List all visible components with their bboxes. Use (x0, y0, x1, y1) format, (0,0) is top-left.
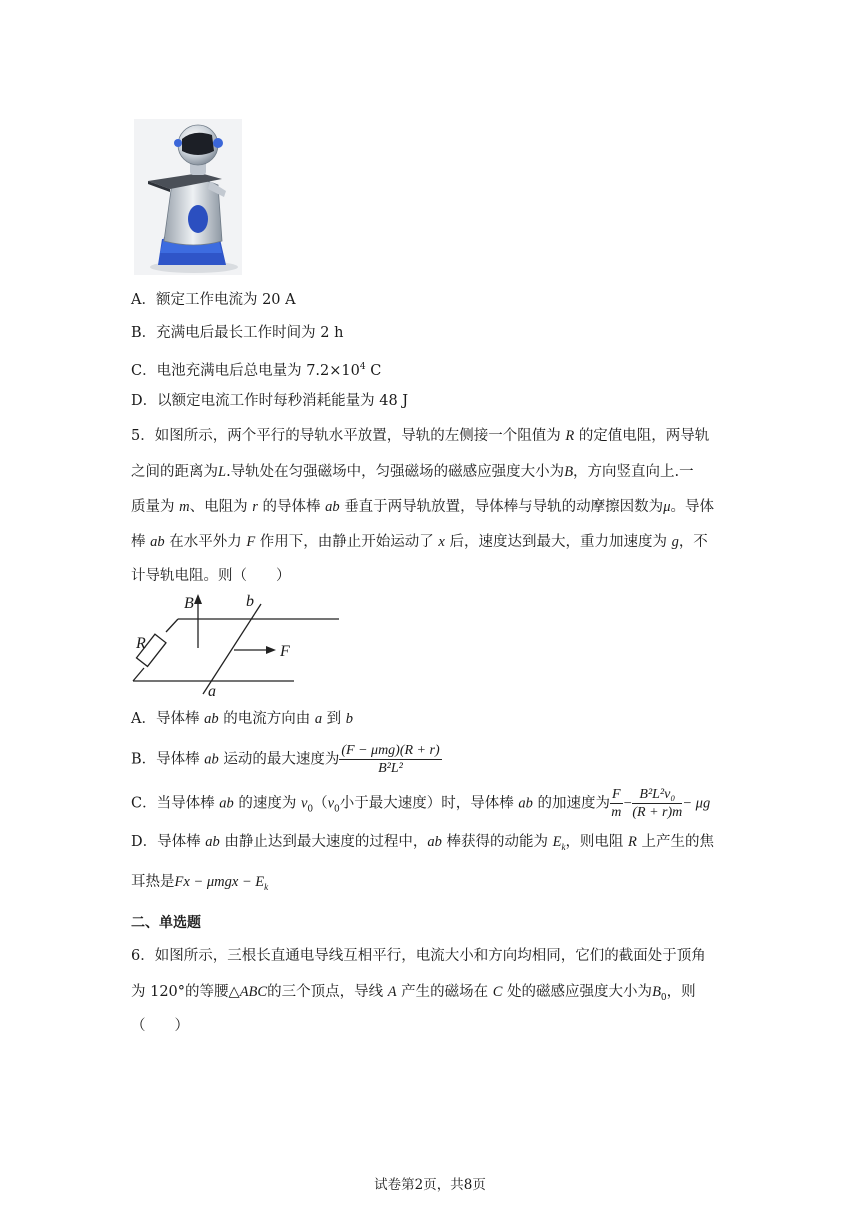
q4-option-a: A．额定工作电流为 20 A (131, 292, 296, 308)
q4-option-c: C．电池充满电后总电量为 $7.2\times 10^4$ C (131, 362, 382, 379)
q6-stem-line3: （ ） (131, 1018, 189, 1034)
q5-stem-line5: 计导轨电阻。则（ ） (131, 568, 291, 584)
q5-option-c: C．当导体棒 ab 的速度为 $v_0(v_0$小于最大速度）时，导体棒 ab 的加速度为 $\frac{F}{m}$ − $\frac{\text{B²L²v₀}}{(R + r)m}$ − μg (131, 787, 711, 820)
label-R: R (136, 635, 146, 652)
q4-option-d: D．以额定电流工作时每秒消耗能量为 48 J (131, 393, 409, 409)
q5-stem-line4: 棒 ab 在水平外力 F 作用下，由静止开始运动了 x 后，速度达到最大，重力加速度为 g，不 (131, 534, 708, 550)
q5-option-b: B．导体棒 ab 运动的最大速度为 $\frac{\text{(F − μmg)(R + r)}}{\text{B²L²}}$ (131, 743, 440, 776)
q5-option-c-frac2: $\frac{\text{B²L²v₀}}{(R + r)m}$ (632, 787, 683, 820)
q5-stem-line1: 5．如图所示，两个平行的导轨水平放置，导轨的左侧接一个阻值为 R 的定值电阻，两导轨 (131, 428, 710, 444)
q5-option-a: A．导体棒 ab 的电流方向由 a 到 b (131, 711, 354, 727)
robot-image (134, 119, 242, 275)
q5-option-d-line2: 耳热是$Fx - \mu mgx - E_k$ (131, 874, 269, 892)
q5-rail-diagram (130, 592, 344, 698)
label-a: a (208, 683, 216, 698)
q6-stem-line1: 6．如图所示，三根长直通电导线互相平行，电流大小和方向均相同，它们的截面处于顶角 (131, 948, 706, 964)
q5-option-d-line1: D．导体棒 ab 由静止达到最大速度的过程中，ab 棒获得的动能为 $E_k$，则电阻 R 上产生的焦 (131, 834, 715, 852)
q5-option-c-frac1: $\frac{F}{m}$ (611, 787, 622, 820)
label-B: B (184, 595, 194, 612)
q5-stem-line2: 之间的距离为L.导轨处在匀强磁场中，匀强磁场的磁感应强度大小为B，方向竖直向上.一 (131, 464, 694, 480)
q6-stem-line2: 为 120°的等腰△ABC的三个顶点，导线 A 产生的磁场在 C 处的磁感应强度大小为$B_0$，则 (131, 984, 696, 1003)
section-heading: 二、单选题 (131, 915, 201, 931)
label-b: b (246, 593, 254, 610)
q5-stem-line3: 质量为 m、电阻为 r 的导体棒 ab 垂直于两导轨放置，导体棒与导轨的动摩擦因数为μ。导体 (131, 499, 714, 515)
label-F: F (280, 643, 290, 660)
page-footer: 试卷第2页，共8页 (374, 1177, 486, 1193)
q5-option-b-formula: $\frac{\text{(F − μmg)(R + r)}}{\text{B²L²}}$ (341, 743, 440, 776)
q4-option-b: B．充满电后最长工作时间为 2 h (131, 325, 344, 341)
